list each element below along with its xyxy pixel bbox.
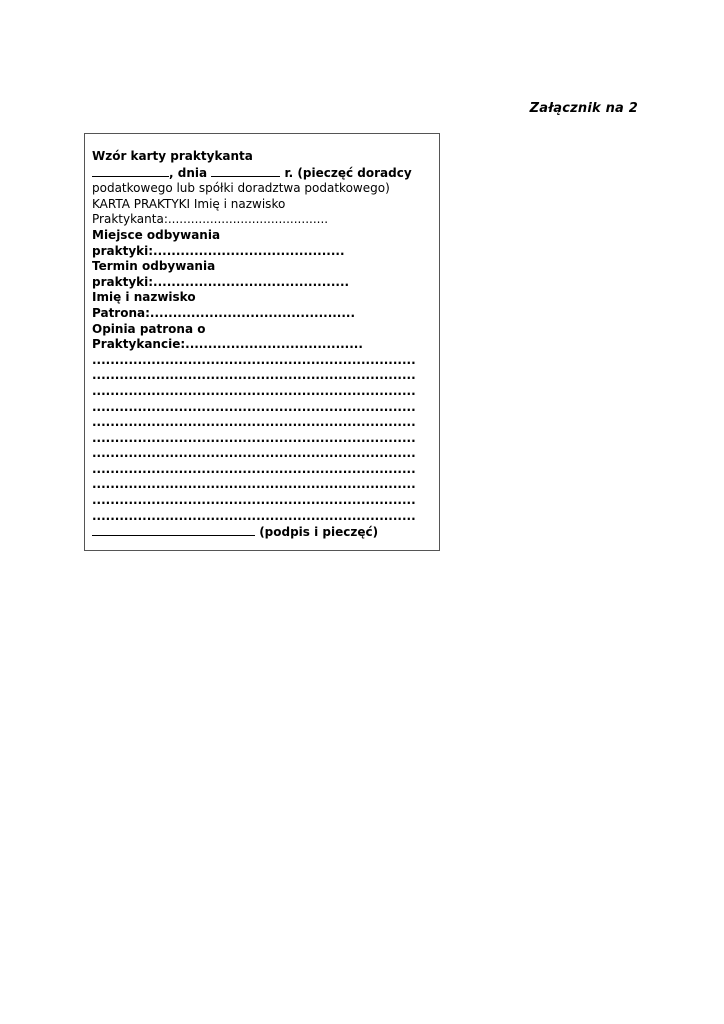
opinion-dotted-line: .......................................................................	[92, 446, 416, 461]
patron-label: Imię i nazwisko	[92, 290, 196, 305]
dnia-text: , dnia	[169, 165, 208, 180]
place-label: Miejsce odbywania	[92, 227, 221, 242]
form-title: Wzór karty praktykanta	[92, 149, 253, 163]
patron-line: Patrona:.............................................	[92, 305, 356, 320]
place-blank[interactable]	[92, 165, 169, 177]
term-line: praktyki:...........................................	[92, 274, 350, 289]
stamp-text: r. (pieczęć doradcy	[284, 165, 412, 180]
signature-line	[92, 524, 439, 541]
opinion-dotted-line: .......................................................................	[92, 383, 416, 398]
opinion-dotted-line: .......................................................................	[92, 430, 416, 445]
place-line: praktyki:..........................................	[92, 243, 345, 258]
opinion-dotted-line: .......................................................................	[92, 399, 416, 414]
card-heading: KARTA PRAKTYKI Imię i nazwisko	[92, 196, 286, 211]
date-blank[interactable]	[211, 165, 280, 177]
opinion-dotted-line: .......................................................................	[92, 368, 416, 383]
signature-label: (podpis i pieczęć)	[259, 525, 379, 540]
opinion-dotted-line: .......................................................................	[92, 352, 416, 367]
annex-label: Załącznik na 2	[529, 101, 638, 116]
opinion-dotted-line: .......................................................................	[92, 461, 416, 476]
place-date-line	[92, 165, 439, 182]
opinion-dotted-line: .......................................................................	[92, 415, 416, 430]
opinion-label: Opinia patrona o	[92, 321, 206, 336]
opinion-dotted-line: .......................................................................	[92, 493, 416, 508]
signature-blank[interactable]	[92, 524, 255, 536]
opinion-dotted-line: .......................................................................	[92, 477, 416, 492]
stamp-continuation: podatkowego lub spółki doradztwa podatkowego)	[92, 181, 390, 196]
trainee-card-template	[84, 133, 440, 551]
opinion-line: Praktykancie:.......................................	[92, 337, 363, 352]
trainee-name-line: Praktykanta:..........................................	[92, 212, 329, 227]
opinion-dotted-line: .......................................................................	[92, 508, 416, 523]
term-label: Termin odbywania	[92, 259, 216, 274]
